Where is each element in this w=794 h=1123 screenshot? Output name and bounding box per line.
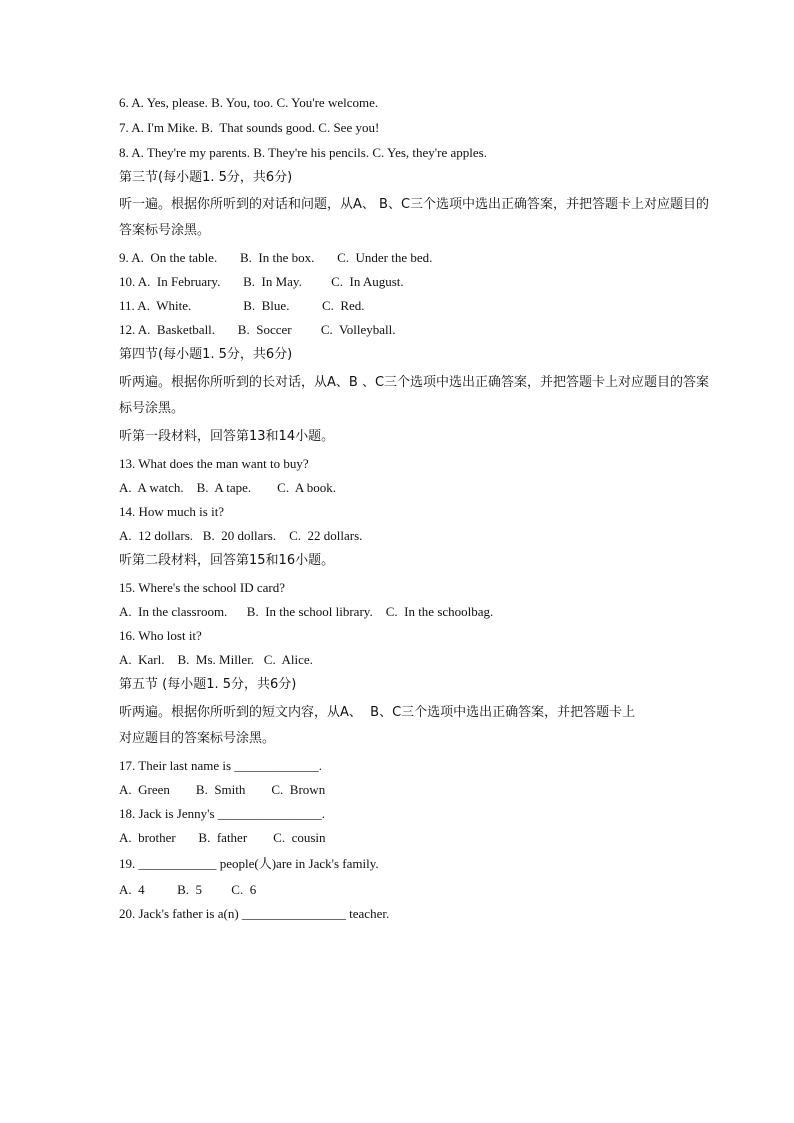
question-19-options: A. 4 B. 5 C. 6 <box>119 882 257 897</box>
question-20: 20. Jack's father is a(n) ________________ teacher. <box>119 906 390 921</box>
question-16-options: A. Karl. B. Ms. Miller. C. Alice. <box>119 652 313 667</box>
section-4-instructions-line-2: 标号涂黑。 <box>119 401 185 416</box>
section-4-heading: 第四节(每小题1. 5分，共6分) <box>119 347 293 362</box>
section-5-heading: 第五节 (每小题1. 5分，共6分) <box>119 677 297 692</box>
section-5-instructions-line-2: 对应题目的答案标号涂黑。 <box>119 731 276 746</box>
section-3-instructions-line-1: 听一遍。根据你所听到的对话和问题，从A、 B、C三个选项中选出正确答案，并把答题卡上对应题目的 <box>119 197 710 212</box>
question-10: 10. A. In February. B. In May. C. In August. <box>119 274 404 289</box>
question-11: 11. A. White. B. Blue. C. Red. <box>119 298 365 313</box>
question-17-options: A. Green B. Smith C. Brown <box>119 782 326 797</box>
question-19: 19. ____________ people(人)are in Jack's family. <box>119 856 379 871</box>
material-1-note: 听第一段材料，回答第13和14小题。 <box>119 429 335 444</box>
question-13: 13. What does the man want to buy? <box>119 456 309 471</box>
question-14: 14. How much is it? <box>119 504 225 519</box>
question-14-options: A. 12 dollars. B. 20 dollars. C. 22 dollars. <box>119 528 363 543</box>
question-18-options: A. brother B. father C. cousin <box>119 830 326 845</box>
question-6: 6. A. Yes, please. B. You, too. C. You're welcome. <box>119 95 379 110</box>
question-13-options: A. A watch. B. A tape. C. A book. <box>119 480 337 495</box>
material-2-note: 听第二段材料，回答第15和16小题。 <box>119 553 335 568</box>
question-15: 15. Where's the school ID card? <box>119 580 285 595</box>
question-16: 16. Who lost it? <box>119 628 202 643</box>
question-8: 8. A. They're my parents. B. They're his pencils. C. Yes, they're apples. <box>119 145 487 160</box>
question-9: 9. A. On the table. B. In the box. C. Under the bed. <box>119 250 433 265</box>
worksheet-page <box>119 0 710 1123</box>
question-18: 18. Jack is Jenny's ________________. <box>119 806 326 821</box>
section-5-instructions-line-1: 听两遍。根据你所听到的短文内容，从A、 B、C三个选项中选出正确答案，并把答题卡上 <box>119 705 636 720</box>
question-15-options: A. In the classroom. B. In the school library. C. In the schoolbag. <box>119 604 494 619</box>
question-7: 7. A. I'm Mike. B. That sounds good. C. See you! <box>119 120 380 135</box>
section-3-instructions-line-2: 答案标号涂黑。 <box>119 223 211 238</box>
question-17: 17. Their last name is _____________. <box>119 758 323 773</box>
question-12: 12. A. Basketball. B. Soccer C. Volleyball. <box>119 322 396 337</box>
section-4-instructions-line-1: 听两遍。根据你所听到的长对话，从A、B 、C三个选项中选出正确答案，并把答题卡上对应题目的答案 <box>119 375 710 390</box>
section-3-heading: 第三节(每小题1. 5分，共6分) <box>119 170 293 185</box>
